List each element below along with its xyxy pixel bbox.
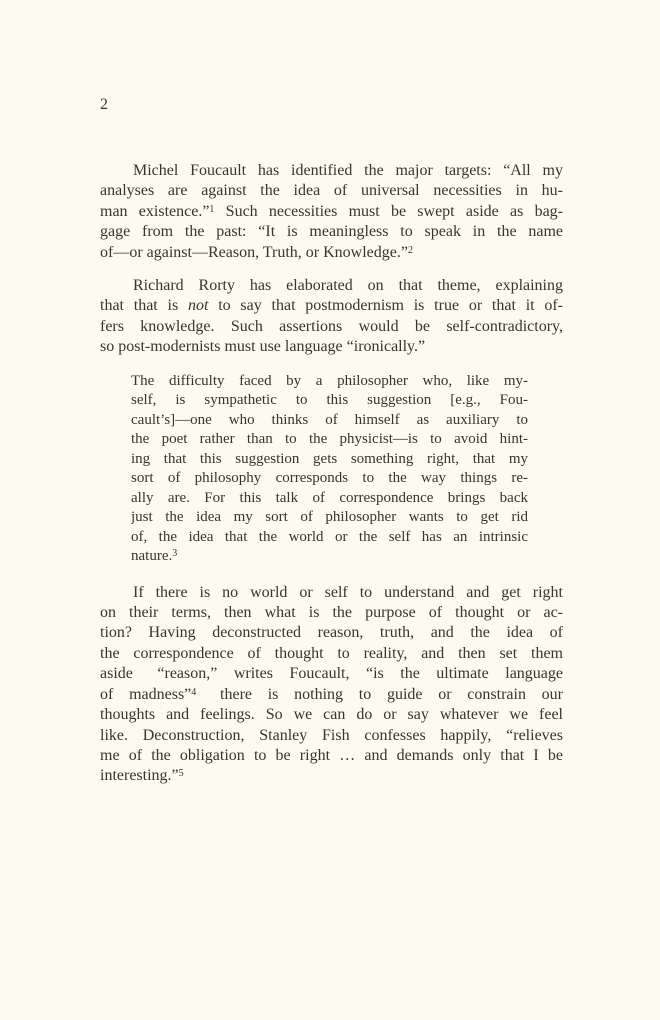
paragraph-rorty-theme [100, 276, 563, 358]
text-line: sort of philosophy corresponds to the way things re- [131, 470, 528, 487]
paragraph-no-world-or-self [100, 583, 563, 787]
text-line: of—or against—Reason, Truth, or Knowledge.”$^2$ [100, 243, 413, 261]
text-line: so post-modernists must use language “ironically.” [100, 338, 426, 356]
text-line: self, is sympathetic to this suggestion [e.g., Fou- [131, 392, 528, 409]
text-line: cault’s]—one who thinks of himself as auxiliary to [131, 411, 528, 428]
text-line: analyses are against the idea of universal necessities in hu- [100, 182, 563, 200]
text-line: ally are. For this talk of correspondence brings back [131, 489, 528, 506]
text-line: ing that this suggestion gets something right, that my [131, 450, 528, 467]
text-line: me of the obligation to be right … and demands only that I be [100, 746, 563, 764]
text-line: the correspondence of thought to reality, and then set them [100, 644, 563, 662]
block-quote-rorty [131, 372, 528, 567]
text-line: gage from the past: “It is meaningless to speak in the name [100, 223, 563, 241]
text-line: interesting.”$^5$ [100, 767, 184, 785]
text-line: on their terms, then what is the purpose of thought or ac- [100, 604, 563, 622]
text-line: nature.$^3$ [131, 548, 178, 565]
text-line: aside “reason,” writes Foucault, “is the ultimate language [100, 665, 563, 683]
text-line: If there is no world or self to understand and get right [133, 583, 563, 601]
text-line: Michel Foucault has identified the major targets: “All my [133, 162, 563, 179]
text-line: fers knowledge. Such assertions would be self-contradictory, [100, 317, 563, 335]
text-line: Richard Rorty has elaborated on that theme, explaining [133, 277, 563, 295]
text-line: tion? Having deconstructed reason, truth, and the idea of [100, 624, 563, 642]
text-line: man existence.”$^1$ Such necessities must be swept aside as bag- [100, 202, 563, 220]
page-number: 2 [100, 96, 108, 113]
text-line: that that is not to say that postmodernism is true or that it of- [100, 297, 563, 315]
page-text-block [100, 161, 563, 800]
text-line: of, the idea that the world or the self has an intrinsic [131, 528, 528, 545]
text-line: the poet rather than to the physicist—is to avoid hint- [131, 431, 528, 448]
paragraph-foucault-targets [100, 161, 563, 263]
text-line: of madness”$^4$ there is nothing to guide or constrain our [100, 685, 563, 703]
text-line: The difficulty faced by a philosopher who, like my- [131, 372, 528, 389]
text-line: just the idea my sort of philosopher wants to get rid [131, 509, 528, 526]
text-line: like. Deconstruction, Stanley Fish confesses happily, “relieves [100, 726, 563, 744]
text-line: thoughts and feelings. So we can do or say whatever we feel [100, 706, 563, 724]
